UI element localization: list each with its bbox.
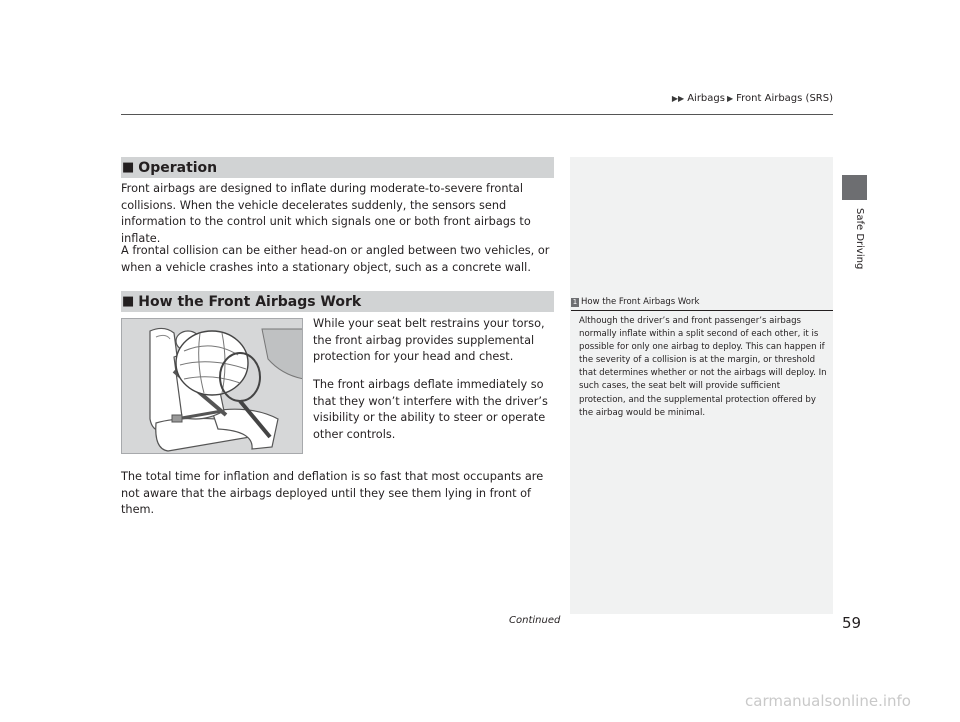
note-number-badge: 1 (572, 297, 578, 306)
page-number: 59 (842, 614, 862, 632)
continued-label: Continued (509, 615, 561, 626)
how-it-works-paragraph-2: The front airbags deflate immediately so that they won’t interfere with the driver’s visibility or the ability to steer or operate other controls. (313, 378, 548, 441)
operation-paragraph-1: Front airbags are designed to inflate during moderate-to-severe frontal collisions. When the vehicle decelerates suddenly, the sensors send information to the control unit which signals one or both front airbags to inflate. (121, 182, 531, 245)
triangle-right-icon: ▶▶ (671, 94, 685, 103)
chapter-tab-marker (842, 175, 867, 200)
section-heading-operation (121, 157, 554, 178)
breadcrumb-item-airbags[interactable]: Airbags (687, 93, 725, 104)
section-title: Operation (138, 159, 218, 176)
airbag-illustration (121, 318, 303, 454)
breadcrumb-item-front-airbags[interactable]: Front Airbags (SRS) (736, 93, 833, 104)
header-divider (121, 114, 833, 115)
section-heading-how-airbags-work (121, 291, 554, 312)
chapter-tab-label[interactable]: Safe Driving (854, 208, 865, 270)
triangle-right-icon: ▶ (726, 94, 734, 103)
square-bullet-icon: ■ (122, 160, 135, 175)
how-it-works-paragraph-3: The total time for inflation and deflation is so fast that most occupants are not aware that the airbags deployed until they see them lying in front of them. (121, 470, 544, 517)
breadcrumb (672, 93, 833, 104)
section-title: How the Front Airbags Work (138, 293, 362, 310)
square-bullet-icon: ■ (122, 294, 135, 309)
driver-airbag-drawing (122, 319, 303, 454)
watermark: carmanualsonline.info (745, 692, 911, 710)
operation-paragraph-2: A frontal collision can be either head-on or angled between two vehicles, or when a vehicle crashes into a stationary object, such as a concrete wall. (121, 244, 550, 274)
note-heading (571, 297, 833, 311)
note-body: Although the driver’s and front passenger’s airbags normally inflate within a split second of each other, it is possible for only one airbag to deploy. This can happen if the severity of a collision is at the margin, or threshold that determines whether or not the airbags will deploy. In such cases, the seat belt will provide sufficient protection, and the supplemental protection offered by the airbag would be minimal. (579, 316, 827, 418)
how-it-works-paragraph-1: While your seat belt restrains your torso, the front airbag provides supplemental protection for your head and chest. (313, 317, 545, 364)
note-title: How the Front Airbags Work (581, 297, 700, 307)
